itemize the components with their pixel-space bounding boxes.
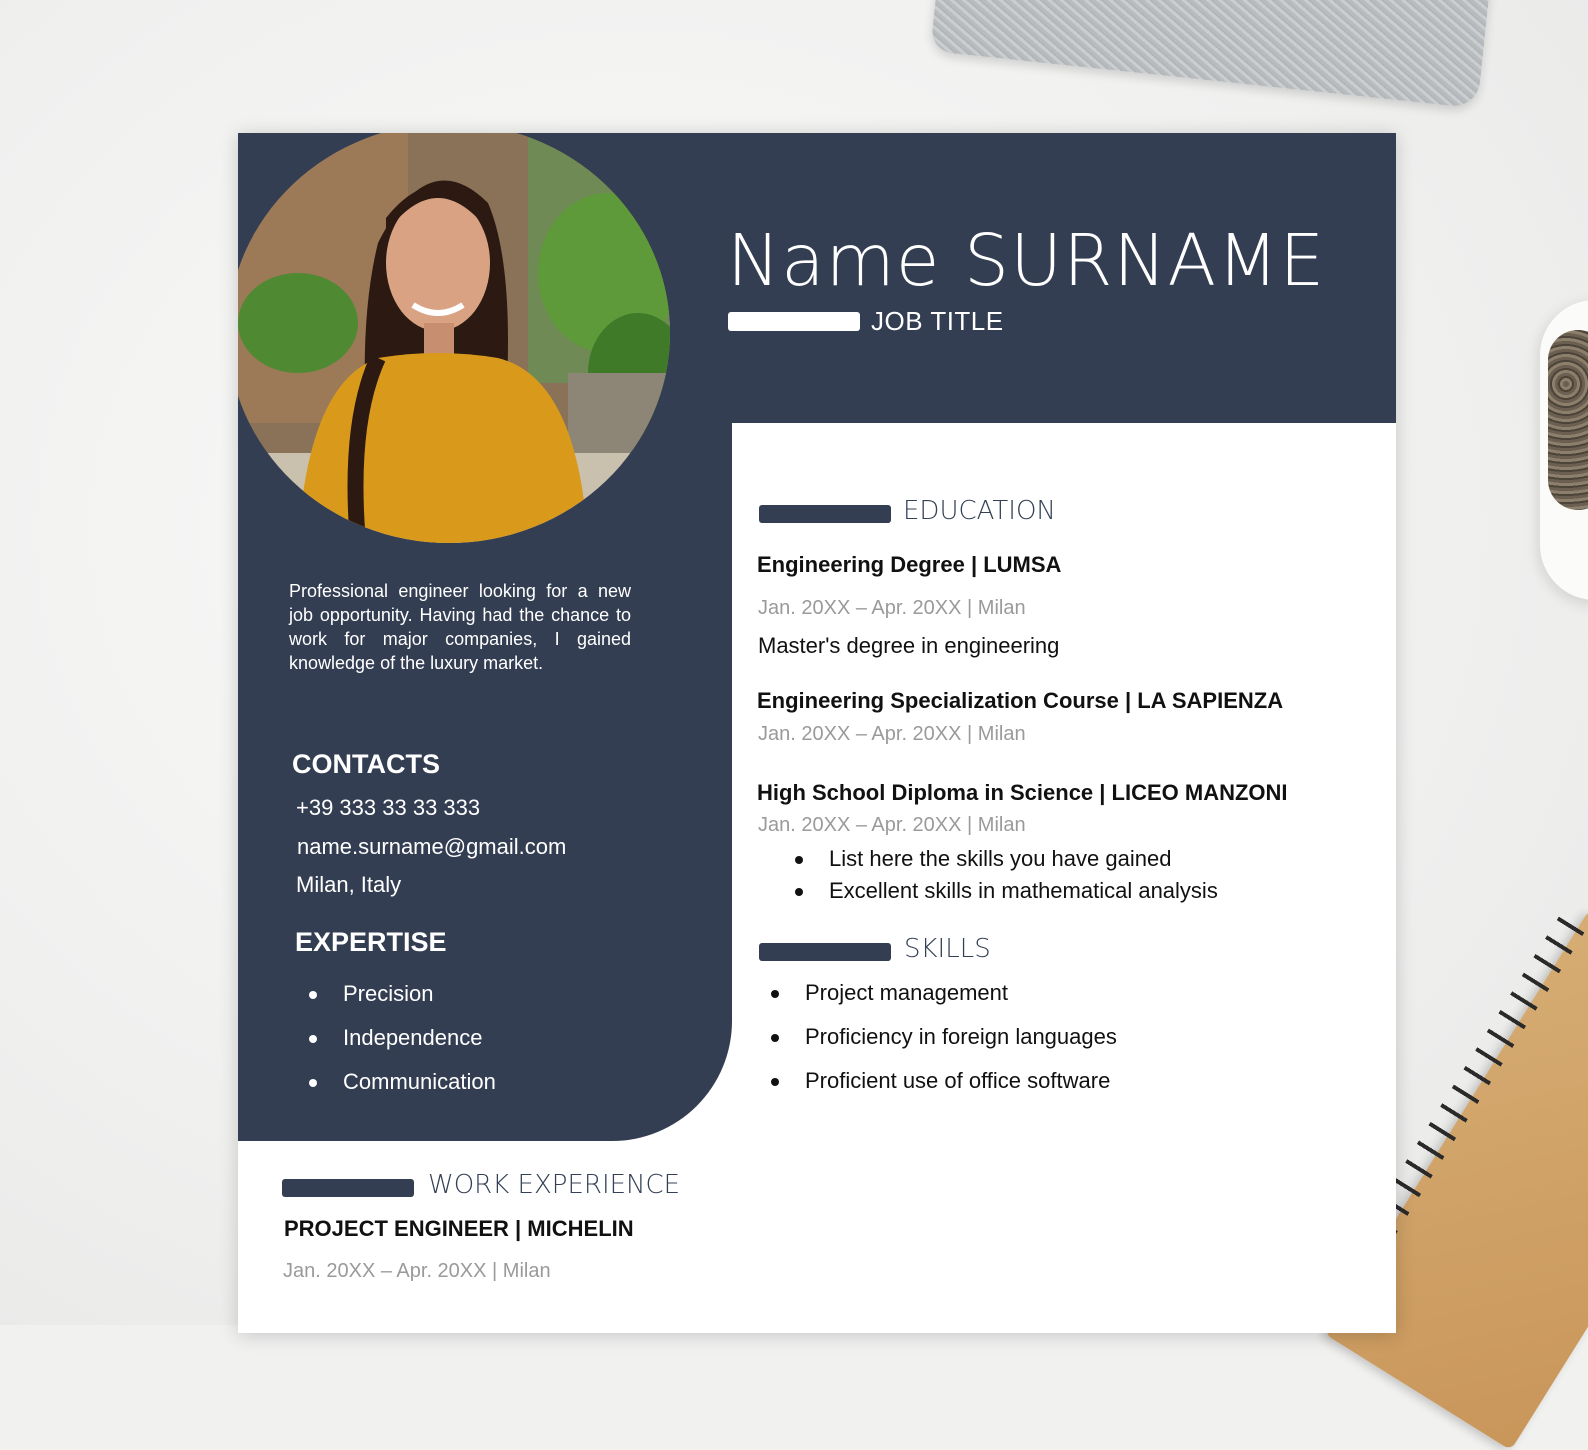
- candidate-name: Name SURNAME: [727, 219, 1326, 302]
- education-title: High School Diploma in Science | LICEO MANZONI: [757, 780, 1288, 805]
- education-heading: EDUCATION: [903, 496, 1056, 526]
- bullet-icon: [309, 991, 317, 999]
- list-item: Precision: [309, 981, 433, 1007]
- bullet-icon: [771, 1078, 779, 1086]
- bullet-icon: [309, 1035, 317, 1043]
- education-description: Master's degree in engineering: [758, 633, 1060, 658]
- skills-heading: SKILLS: [904, 934, 991, 964]
- list-item: Proficiency in foreign languages: [771, 1024, 1117, 1050]
- list-item: List here the skills you have gained: [795, 846, 1171, 872]
- list-item: Project management: [771, 980, 1008, 1006]
- education-bar: [759, 505, 891, 523]
- list-item: Proficient use of office software: [771, 1068, 1110, 1094]
- bullet-icon: [795, 856, 803, 864]
- work-title: PROJECT ENGINEER | MICHELIN: [284, 1216, 634, 1241]
- work-heading: WORK EXPERIENCE: [428, 1170, 681, 1200]
- list-item: Excellent skills in mathematical analysis: [795, 878, 1218, 904]
- education-title: Engineering Specialization Course | LA SAPIENZA: [757, 688, 1284, 713]
- coffee-beans: [1548, 330, 1588, 510]
- education-title: Engineering Degree | LUMSA: [757, 552, 1062, 577]
- contacts-heading: CONTACTS: [292, 749, 440, 779]
- profile-photo: [238, 133, 670, 543]
- bullet-icon: [795, 888, 803, 896]
- expertise-heading: EXPERTISE: [295, 927, 447, 957]
- education-date: Jan. 20XX – Apr. 20XX | Milan: [758, 814, 1026, 836]
- job-title-bar: [728, 312, 860, 331]
- skills-bar: [759, 943, 891, 961]
- profile-summary: Professional engineer looking for a new job opportunity. Having had the chance to work for major companies, I gained knowledge of the luxury market.: [289, 581, 631, 673]
- bullet-icon: [771, 1034, 779, 1042]
- contact-email: name.surname@gmail.com: [297, 834, 567, 859]
- work-bar: [282, 1179, 414, 1197]
- list-item: Communication: [309, 1069, 496, 1095]
- education-date: Jan. 20XX – Apr. 20XX | Milan: [758, 723, 1026, 745]
- list-item: Independence: [309, 1025, 482, 1051]
- bullet-icon: [771, 990, 779, 998]
- resume-page: [238, 133, 1396, 1333]
- work-date: Jan. 20XX – Apr. 20XX | Milan: [283, 1260, 551, 1282]
- job-title: JOB TITLE: [871, 306, 1004, 336]
- bullet-icon: [309, 1079, 317, 1087]
- education-date: Jan. 20XX – Apr. 20XX | Milan: [758, 597, 1026, 619]
- contact-location: Milan, Italy: [296, 872, 402, 897]
- contact-phone: +39 333 33 33 333: [296, 795, 481, 820]
